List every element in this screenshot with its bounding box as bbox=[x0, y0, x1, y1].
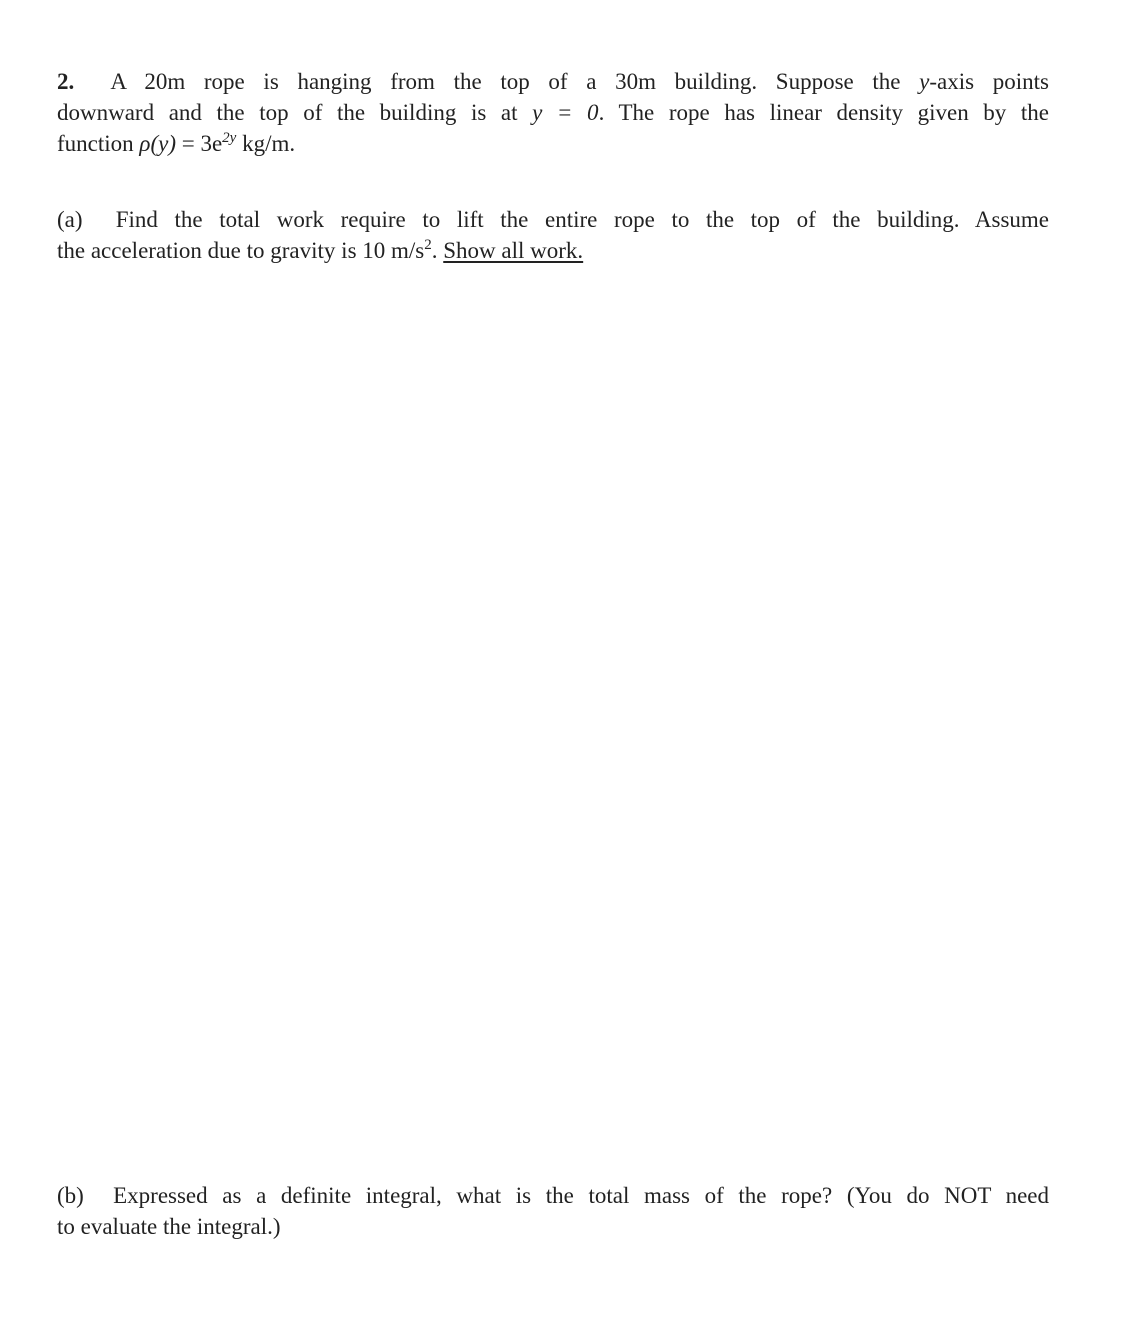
part-a-line-2: the acceleration due to gravity is 10 $m/s^2$. Show all work. bbox=[57, 237, 584, 263]
problem-line-1: 2. A 20m rope is hanging from the top of a 30m building. Suppose the y-axis points bbox=[57, 69, 1049, 94]
density-function: ρ(y) bbox=[139, 131, 176, 156]
part-b-line-2: to evaluate the integral.) bbox=[57, 1214, 281, 1239]
problem-line-3: function $\rho(y) = 3e^{2y}$ kg/m. bbox=[57, 130, 296, 156]
part-b-label: (b) bbox=[57, 1183, 84, 1208]
part-b bbox=[57, 1180, 1049, 1242]
problem-line-2: downward and the top of the building is at y = 0. The rope has linear density given by the bbox=[57, 100, 1050, 125]
part-a-label: (a) bbox=[57, 207, 83, 232]
part-b-line-1: (b) Expressed as a definite integral, what is the total mass of the rope? (You do NOT need bbox=[57, 1183, 1049, 1208]
part-a bbox=[57, 204, 1049, 266]
density-exponent: 2y bbox=[222, 130, 237, 146]
part-a-line-1: (a) Find the total work require to lift the entire rope to the top of the building. Assume bbox=[57, 207, 1049, 232]
show-work-instruction: Show all work. bbox=[443, 238, 584, 263]
problem-number: 2. bbox=[57, 69, 75, 94]
problem-statement bbox=[57, 66, 1049, 159]
